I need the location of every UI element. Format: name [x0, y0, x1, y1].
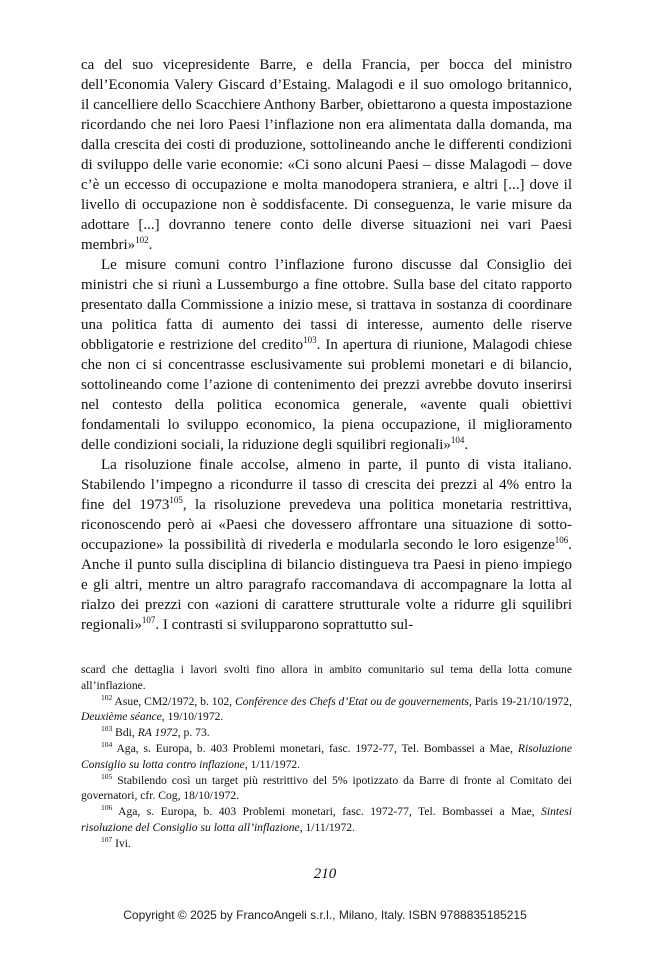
- footnote-text: Bdi,: [112, 726, 138, 740]
- page-number: 210: [313, 866, 337, 882]
- footnote-title: Sintesi risoluzione del Consiglio su lotta all’inflazione: [81, 805, 572, 834]
- footnote-ref-106[interactable]: 106: [554, 535, 569, 545]
- footnote-ref-102[interactable]: 102: [135, 235, 149, 245]
- main-text: [81, 55, 572, 635]
- footnote-105: [81, 773, 572, 805]
- paragraph-1: [81, 55, 572, 255]
- footnote-text: , p. 73.: [177, 726, 210, 740]
- footnote-102: [81, 694, 572, 726]
- paragraph-text: Le misure comuni contro l’inflazione furono discusse dal Consiglio dei ministri che si riunì a Lussemburgo a fine ottobre. Sulla base del citato rapporto presentato dalla Commissione a inizio mese, si trattava in sostanza di coordinare una politica fatta di aumento dei tassi di interesse, aumento delle riserve obbligatorie e restrizione del credito: [81, 257, 572, 353]
- footnote-106: [81, 804, 572, 836]
- footnote-text: , Paris 19-21/10/1972,: [468, 694, 572, 708]
- paragraph-text: , la risoluzione prevedeva una politica monetaria restrittiva, riconoscendo però ai «Paesi che dovessero affrontare una situazione di sotto-occupazione» la possibilità di rivederla e modularla secondo le loro esigenze: [81, 497, 572, 553]
- footnote-103: [81, 725, 572, 741]
- footnote-text: , 1/11/1972.: [299, 820, 355, 834]
- paragraph-2: [81, 255, 572, 455]
- footnote-number: 102: [101, 692, 113, 702]
- footnote-ref-104[interactable]: 104: [450, 435, 465, 445]
- footnotes: [81, 662, 572, 852]
- paragraph-text: .: [148, 237, 153, 253]
- footnote-number: 103: [101, 724, 113, 734]
- footnote-number: 106: [101, 803, 113, 813]
- footnote-text: , 19/10/1972.: [161, 710, 224, 724]
- footnote-ref-103[interactable]: 103: [303, 335, 317, 345]
- footnote-number: 104: [101, 740, 113, 750]
- footnote-ref-107[interactable]: 107: [141, 615, 156, 625]
- footnote-text: , 1/11/1972.: [244, 757, 301, 771]
- copyright-notice: Copyright © 2025 by FrancoAngeli s.r.l., Milano, Italy. ISBN 9788835185215: [123, 908, 527, 922]
- footnote-title: Risoluzione Consiglio su lotta contro inflazione: [81, 741, 572, 771]
- footnote-ref-105[interactable]: 105: [169, 495, 183, 505]
- paragraph-text: . I contrasti si svilupparono soprattutto sul-: [155, 617, 414, 633]
- footnote-text: Aga, s. Europa, b. 403 Problemi monetari, fasc. 1972-77, Tel. Bombassei a Mae,: [112, 805, 542, 819]
- paragraph-text: .: [464, 437, 469, 453]
- footnote-107: [81, 836, 572, 852]
- footnote-number: 105: [101, 771, 113, 781]
- footnote-title: Deuxième séance: [81, 710, 162, 724]
- footnote-text: Aga, s. Europa, b. 403 Problemi monetari, fasc. 1972-77, Tel. Bombassei a Mae,: [112, 741, 518, 755]
- paragraph-text: . In apertura di riunione, Malagodi chiese che non ci si concentrasse esclusivamente sui problemi monetari e di bilancio, sottolineando come l’azione di contenimento dei prezzi avrebbe dovuto inserirsi nel contesto della politica economica generale, «avente quali obiettivi fondamentali lo sviluppo economico, la piena occupazione, il miglioramento delle condizioni sociali, la riduzione degli squilibri regionali»: [81, 337, 573, 453]
- footnote-continuation: scard che dettaglia i lavori svolti fino allora in ambito comunitario sul tema della lotta comune all’inflazione.: [81, 663, 572, 692]
- footnote-104: [81, 741, 572, 773]
- footnote-title: Conférence des Chefs d’Etat ou de gouvernements: [234, 694, 469, 708]
- paragraph-text: ca del suo vicepresidente Barre, e della Francia, per bocca del ministro dell’Economia Valery Giscard d’Estaing. Malagodi e il suo omologo britannico, il cancelliere dello Scacchiere Anthony Barber, obiettarono a questa impostazione ricordando che nei loro Paesi l’inflazione non era alimentata dalla domanda, ma dalla crescita dei costi di produzione, sottolineando anche le differenti condizioni di sviluppo delle varie economie: «Ci sono alcuni Paesi – disse Malagodi – dove c’è un eccesso di occupazione e molta manodopera straniera, e altri [...] dove il livello di occupazione non è soddisfacente. Di conseguenza, le varie misure da adottare [...] dovranno tenere conto delle diverse situazioni nei vari Paesi membri»: [81, 57, 572, 253]
- footnote-text: Asue, CM2/1972, b. 102,: [112, 694, 235, 708]
- paragraph-text: . Anche il punto sulla disciplina di bilancio distingueva tra Paesi in pieno impiego e gli altri, mentre un altro paragrafo raccomandava di accompagnare la lotta al rialzo dei prezzi con «azioni di carattere strutturale volte a ridurre gli squilibri regionali»: [81, 537, 572, 633]
- paragraph-text: La risoluzione finale accolse, almeno in parte, il punto di vista italiano. Stabilendo l’impegno a ricondurre il tasso di crescita dei prezzi al 4% entro la fine del 1973: [81, 457, 572, 513]
- paragraph-3: [81, 455, 572, 635]
- footnote-number: 107: [101, 834, 113, 844]
- footnote-text: Stabilendo così un target più restrittivo del 5% ipotizzato da Barre di fronte al Comitato dei governatori, cfr. Cog, 18/10/1972.: [81, 773, 572, 803]
- footnote-text: Ivi.: [112, 836, 131, 850]
- footnote-title: RA 1972: [137, 726, 178, 740]
